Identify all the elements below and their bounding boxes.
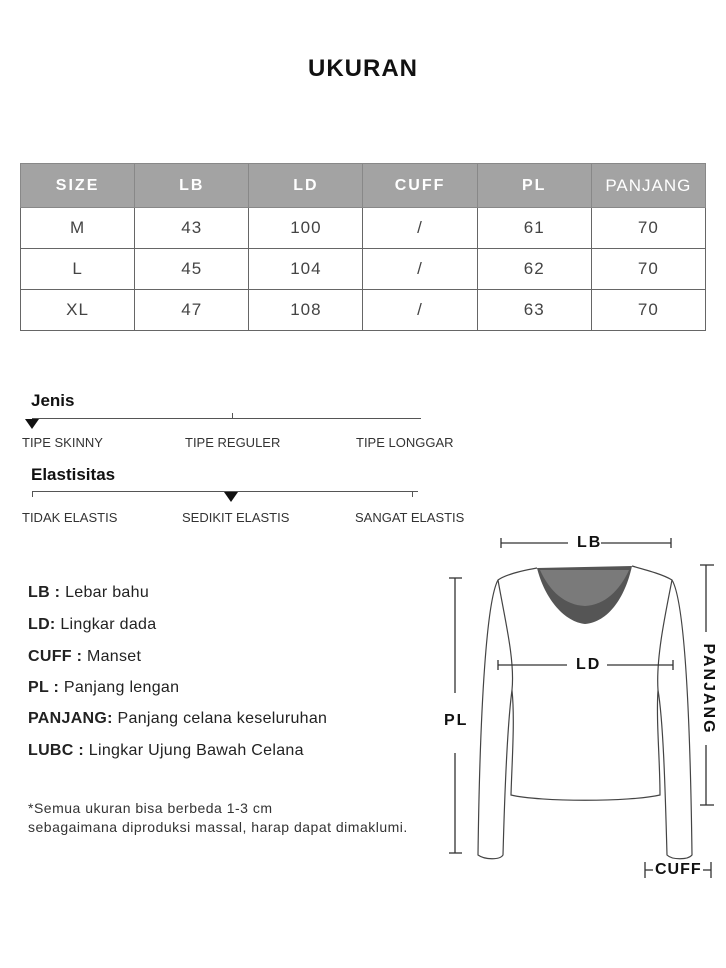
header-lb: LB	[135, 164, 249, 208]
cell: 45	[135, 249, 249, 290]
cell: 61	[477, 208, 591, 249]
jenis-option-reguler: TIPE REGULER	[185, 435, 281, 450]
cell: 100	[249, 208, 363, 249]
legend-desc: Panjang lengan	[63, 679, 180, 696]
legend-key: LB :	[28, 584, 61, 601]
cell: 70	[591, 249, 705, 290]
cell: 70	[591, 208, 705, 249]
lb-dimension-label: LB	[577, 534, 603, 551]
cell: /	[363, 249, 477, 290]
cell: 104	[249, 249, 363, 290]
pl-dimension-label: PL	[444, 712, 469, 729]
legend-desc: Lingkar Ujung Bawah Celana	[88, 742, 304, 759]
jenis-label: Jenis	[31, 391, 75, 410]
legend-key: LUBC :	[28, 742, 85, 759]
note-line: *Semua ukuran bisa berbeda 1-3 cm	[28, 800, 273, 816]
cell: M	[21, 208, 135, 249]
header-pl: PL	[477, 164, 591, 208]
jenis-option-skinny: TIPE SKINNY	[22, 435, 103, 450]
legend-desc: Manset	[86, 648, 142, 665]
note-line: sebagaimana diproduksi massal, harap dapat dimaklumi.	[28, 819, 408, 835]
ld-dimension-label: LD	[576, 656, 602, 673]
cell: 70	[591, 290, 705, 331]
cell: XL	[21, 290, 135, 331]
header-ld: LD	[249, 164, 363, 208]
page-title: UKURAN	[308, 55, 418, 82]
legend-key: CUFF :	[28, 648, 83, 665]
header-panjang: PANJANG	[591, 164, 705, 208]
cell: 63	[477, 290, 591, 331]
cuff-dimension-label: CUFF	[655, 861, 702, 878]
cell: /	[363, 290, 477, 331]
elastisitas-label: Elastisitas	[31, 465, 116, 484]
legend-key: LD:	[28, 616, 56, 633]
legend-desc: Lebar bahu	[65, 584, 150, 601]
legend-key: PL :	[28, 679, 60, 696]
cell: 62	[477, 249, 591, 290]
cell: 43	[135, 208, 249, 249]
legend-desc: Lingkar dada	[60, 616, 157, 633]
cell: 47	[135, 290, 249, 331]
elastisitas-option-sangat: SANGAT ELASTIS	[355, 510, 465, 525]
cell: 108	[249, 290, 363, 331]
elastisitas-option-sedikit: SEDIKIT ELASTIS	[182, 510, 290, 525]
header-size: SIZE	[21, 164, 135, 208]
jenis-option-longgar: TIPE LONGGAR	[356, 435, 454, 450]
legend-key: PANJANG:	[28, 710, 113, 727]
header-cuff: CUFF	[363, 164, 477, 208]
cell: /	[363, 208, 477, 249]
legend-desc: Panjang celana keseluruhan	[117, 710, 328, 727]
panjang-dimension-label: PANJANG	[700, 643, 717, 735]
cell: L	[21, 249, 135, 290]
elastisitas-option-tidak: TIDAK ELASTIS	[22, 510, 118, 525]
